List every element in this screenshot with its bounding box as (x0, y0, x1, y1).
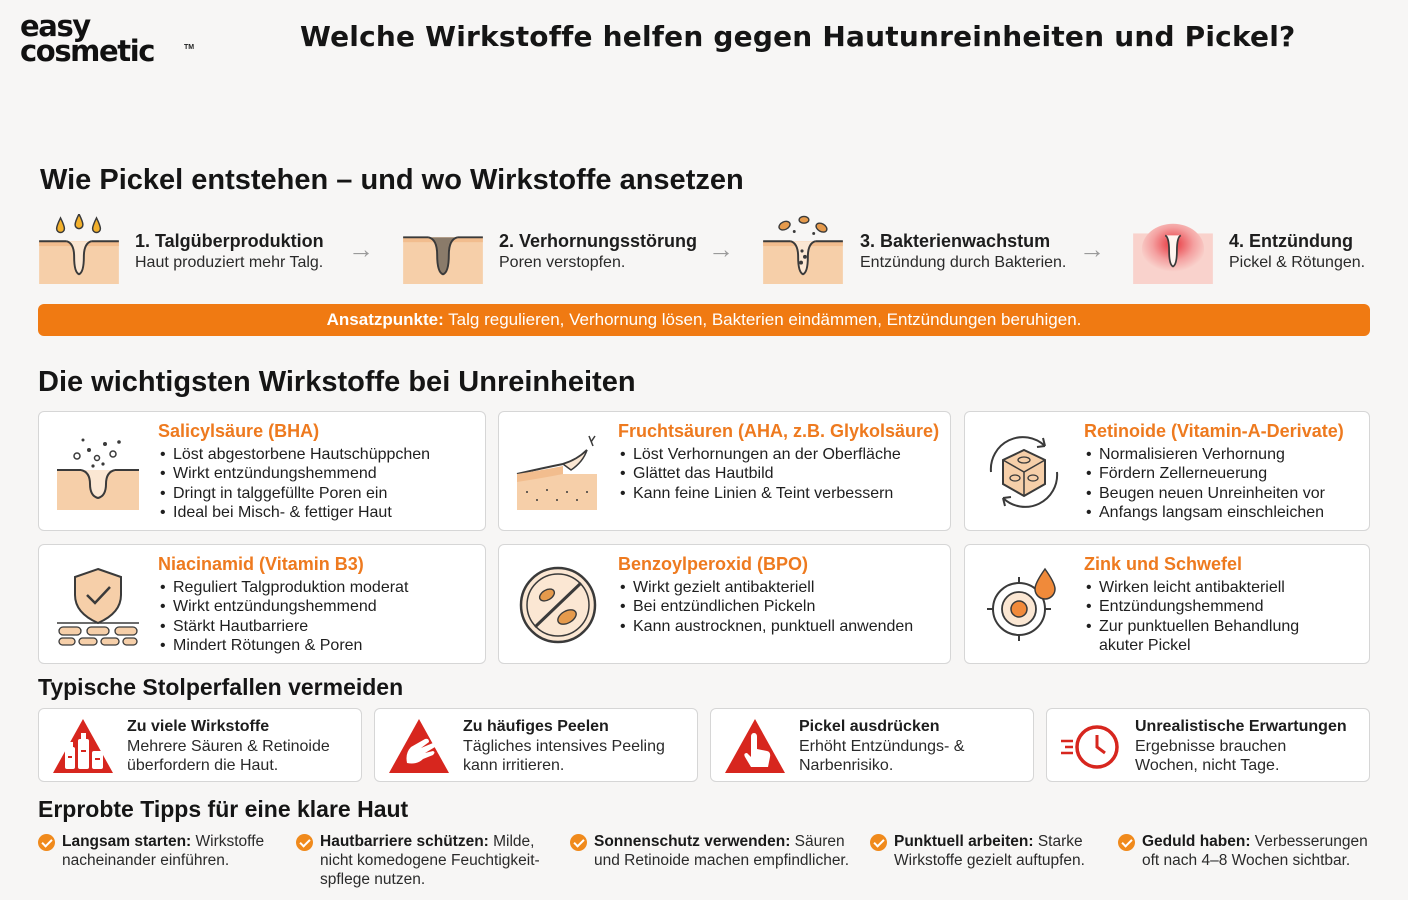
list-item: • Löst abgestorbene Hautschüppchen (160, 445, 430, 464)
no-bacteria-icon (513, 563, 603, 647)
step-1-title: 1. Talgüberproduktion (135, 231, 324, 251)
pitfall-title: Zu viele Wirkstoffe (127, 718, 270, 735)
list-item: • Dringt in talggefüllte Poren ein (160, 484, 430, 503)
tip-label: Hautbarriere schützen: (320, 833, 489, 850)
section-heading-ingredients: Die wichtigsten Wirkstoffe bei Unreinheiten (38, 366, 636, 398)
arrow-right-icon: → (708, 234, 734, 264)
pitfall-text-line: Ergebnisse brauchen (1135, 738, 1287, 755)
list-item: • Reguliert Talgproduktion moderat (160, 578, 408, 597)
logo-line-1: easy (20, 9, 90, 43)
tip-text-line: Wirkstoffe gezielt auftupfen. (894, 852, 1085, 870)
tip-text-line: nicht komedogene Feuchtigkeit- (320, 852, 540, 870)
step-1-desc: Haut produziert mehr Talg. (135, 254, 324, 271)
list-item: • Kann austrocknen, punktuell anwenden (620, 617, 913, 636)
list-item: • Zur punktuellen Behandlung (1086, 617, 1299, 636)
list-item: • Mindert Rötungen & Poren (160, 636, 408, 655)
card-title: Fruchtsäuren (AHA, z.B. Glykolsäure) (618, 421, 940, 441)
pitfall-text-line: Narbenrisiko. (799, 757, 894, 774)
pitfall-text (463, 737, 665, 775)
ingredient-card-fruit-acids (498, 411, 951, 531)
pitfall-title: Pickel ausdrücken (799, 718, 940, 735)
banner-label: Ansatzpunkte: (326, 310, 444, 329)
pitfall-card-squeezing (710, 708, 1034, 782)
tip-text (594, 832, 849, 870)
ingredient-card-benzoyl-peroxide (498, 544, 951, 664)
target-drop-icon (979, 563, 1069, 647)
squeeze-warning-icon (723, 717, 787, 775)
tip-label: Punktuell arbeiten: (894, 833, 1034, 850)
pitfall-title: Unrealistische Erwartungen (1135, 718, 1347, 735)
section-heading-process: Wie Pickel entstehen – und wo Wirkstoffe ansetzen (40, 164, 744, 196)
products-warning-icon (51, 717, 115, 775)
tip-text-line: nacheinander einführen. (62, 852, 230, 870)
approach-banner (38, 304, 1370, 336)
list-item: • Wirkt gezielt antibakteriell (620, 578, 913, 597)
sebum-drops-icon (38, 214, 120, 284)
pitfall-card-over-exfoliating (374, 708, 698, 782)
clock-icon (1059, 717, 1123, 775)
list-item: • Wirkt entzündungshemmend (160, 597, 408, 616)
list-item: • Bei entzündlichen Pickeln (620, 597, 913, 616)
pitfall-text-line: Tägliches intensives Peeling (463, 738, 665, 755)
inflamed-pore-icon (1132, 214, 1214, 284)
tip-text-line: Verbesserungen (1250, 833, 1368, 850)
tip-text (320, 832, 540, 890)
clogged-pore-icon (402, 214, 484, 284)
card-title: Retinoide (Vitamin-A-Derivate) (1084, 421, 1344, 441)
section-heading-tips: Erprobte Tipps für eine klare Haut (38, 796, 409, 822)
pitfall-text (127, 737, 330, 775)
tip-text-line: spflege nutzen. (320, 871, 426, 889)
tip-text-line: und Retinoide machen empfindlicher. (594, 852, 850, 870)
list-item: • Wirkt entzündungshemmend (160, 464, 430, 483)
pore-particles-icon (53, 430, 143, 514)
list-item: • Fördern Zellerneuerung (1086, 464, 1325, 483)
list-item: • Beugen neuen Unreinheiten vor (1086, 484, 1325, 503)
page-title: Welche Wirkstoffe helfen gegen Hautunreinheiten und Pickel? (300, 20, 1296, 53)
check-icon (1118, 834, 1135, 851)
list-item: • Stärkt Hautbarriere (160, 617, 408, 636)
step-2-desc: Poren verstopfen. (499, 254, 626, 271)
list-item: • Anfangs langsam einschleichen (1086, 503, 1325, 522)
step-4-desc: Pickel & Rötungen. (1229, 254, 1366, 271)
pitfall-card-too-many-actives (38, 708, 362, 782)
list-item: • Normalisieren Verhornung (1086, 445, 1325, 464)
section-heading-pitfalls: Typische Stolperfallen vermeiden (38, 674, 404, 700)
card-title: Benzoylperoxid (BPO) (618, 554, 809, 574)
arrow-right-icon: → (1079, 234, 1105, 264)
pitfall-text (799, 737, 964, 775)
card-bullets (160, 578, 408, 655)
cell-renewal-icon (979, 430, 1069, 514)
card-title: Zink und Schwefel (1084, 554, 1243, 574)
step-3-desc: Entzündung durch Bakterien. (860, 254, 1067, 271)
tip-text (894, 832, 1085, 870)
logo-line-2: cosmetic (20, 33, 155, 68)
check-icon (570, 834, 587, 851)
ingredient-card-retinoids (964, 411, 1370, 531)
pitfall-text-line: Erhöht Entzündungs- & (799, 738, 965, 755)
ingredient-card-salicylic-acid (38, 411, 486, 531)
tip-text-line: Säuren (790, 833, 845, 850)
card-title: Niacinamid (Vitamin B3) (158, 554, 364, 574)
list-item: akuter Pickel (1099, 636, 1191, 654)
check-icon (38, 834, 55, 851)
card-bullets (620, 578, 913, 636)
pitfall-text-line: kann irritieren. (463, 757, 565, 774)
step-2-title: 2. Verhornungsstörung (499, 231, 698, 251)
bacteria-pore-icon (762, 214, 844, 284)
list-item: • Wirken leicht antibakteriell (1086, 578, 1299, 597)
scrub-warning-icon (387, 717, 451, 775)
tip-text (62, 832, 264, 870)
list-item: • Löst Verhornungen an der Oberfläche (620, 445, 901, 464)
card-bullets (1086, 445, 1325, 522)
tip-text-line: Milde, (488, 833, 535, 850)
step-3-title: 3. Bakterienwachstum (860, 231, 1051, 251)
tip-label: Langsam starten: (62, 833, 192, 850)
arrow-right-icon: → (348, 234, 374, 264)
check-icon (870, 834, 887, 851)
tip-text (1142, 832, 1368, 870)
step-4-title: 4. Entzündung (1229, 231, 1353, 251)
banner-text: Talg regulieren, Verhornung lösen, Bakterien eindämmen, Entzündungen beruhigen. (443, 310, 1082, 329)
tip-text-line: oft nach 4–8 Wochen sichtbar. (1142, 852, 1351, 870)
pitfall-text-line: überfordern die Haut. (127, 757, 279, 774)
card-bullets (160, 445, 430, 522)
list-item: • Glättet das Hautbild (620, 464, 901, 483)
ingredient-card-zinc-sulfur (964, 544, 1370, 664)
pitfall-title: Zu häufiges Peelen (463, 718, 609, 735)
list-item: • Ideal bei Misch- & fettiger Haut (160, 503, 430, 522)
check-icon (296, 834, 313, 851)
logo-trademark: TM (184, 44, 195, 51)
pitfall-text-line: Wochen, nicht Tage. (1135, 757, 1280, 774)
tip-label: Geduld haben: (1142, 833, 1251, 850)
list-item: • Kann feine Linien & Teint verbessern (620, 484, 901, 503)
shield-skin-icon (53, 563, 143, 647)
ingredient-card-niacinamide (38, 544, 486, 664)
peeling-layer-icon (513, 430, 603, 514)
tip-label: Sonnenschutz verwenden: (594, 833, 791, 850)
pitfall-card-unrealistic-expectations (1046, 708, 1370, 782)
pitfall-text-line: Mehrere Säuren & Retinoide (127, 738, 330, 755)
card-bullets (1086, 578, 1299, 655)
list-item: • Entzündungshemmend (1086, 597, 1299, 616)
brand-logo (20, 9, 195, 68)
tip-text-line: Starke (1033, 833, 1083, 850)
pitfall-text (1135, 737, 1286, 775)
card-title: Salicylsäure (BHA) (158, 421, 320, 441)
tip-text-line: Wirkstoffe (191, 833, 265, 850)
card-bullets (620, 445, 901, 503)
